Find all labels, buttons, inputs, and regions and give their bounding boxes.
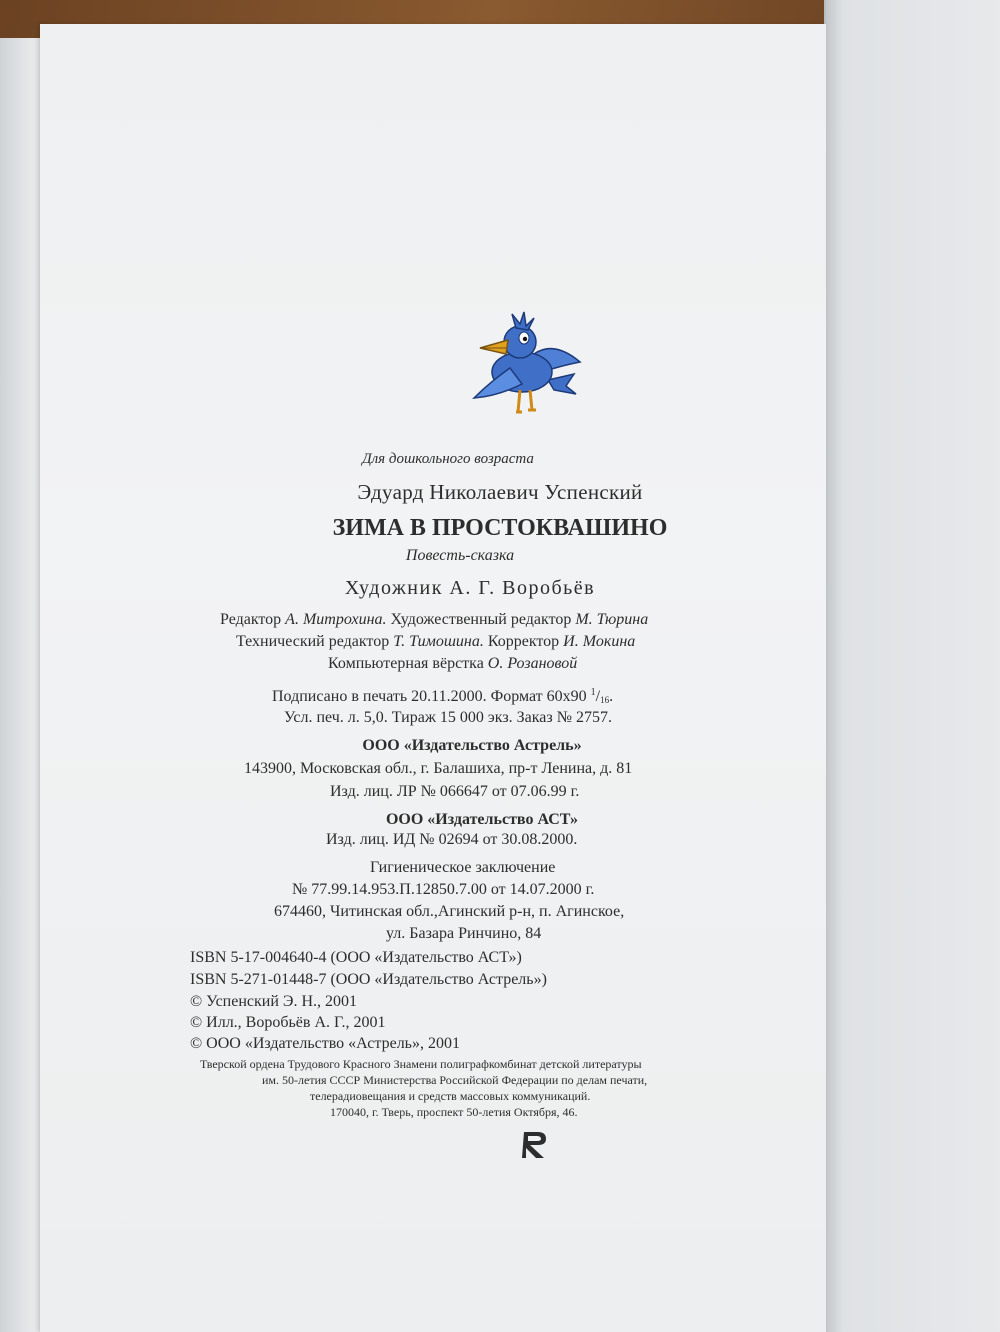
credit-role: Редактор: [220, 611, 286, 628]
age-note: Для дошкольного возраста: [362, 451, 534, 467]
printer-line-3: телерадиовещания и средств массовых коммуникаций.: [310, 1089, 591, 1103]
book-title: ЗИМА В ПРОСТОКВАШИНО: [332, 515, 668, 541]
blue-bird-icon: [470, 310, 582, 422]
isbn-line-2: ISBN 5-271-01448-7 (ООО «Издательство Астрель»): [190, 971, 547, 988]
print-signed-end: .: [609, 688, 614, 705]
publisher-logo-icon: [518, 1128, 552, 1162]
artist-credit: Художник А. Г. Воробьёв: [344, 577, 596, 599]
credit-role: Корректор: [483, 633, 564, 650]
credit-person: И. Мокина: [563, 633, 636, 650]
book-page: [40, 24, 826, 1332]
credits-line-2: [236, 634, 635, 650]
genre-label: Повесть-сказка: [405, 547, 515, 564]
print-sheets: Усл. печ. л. 5,0. Тираж 15 000 экз. Заказ № 2757.: [284, 709, 612, 726]
credit-person: М. Тюрина: [575, 611, 649, 628]
author-name: Эдуард Николаевич Успенский: [357, 480, 643, 504]
printer-line-2: им. 50-летия СССР Министерства Российской Федерации по делам печати,: [262, 1073, 648, 1087]
publisher-ast-license: Изд. лиц. ИД № 02694 от 30.08.2000.: [326, 831, 578, 848]
format-denominator: 16: [600, 695, 610, 705]
print-signed: Подписано в печать 20.11.2000. Формат 60х90 $^1/_{16}$.: [272, 687, 614, 705]
copyright-line-1: © Успенский Э. Н., 2001: [190, 993, 358, 1010]
credit-person: О. Розановой: [487, 655, 578, 672]
print-signed-text: Подписано в печать 20.11.2000. Формат 60х90: [272, 688, 591, 705]
hygiene-title: Гигиеническое заключение: [370, 859, 556, 876]
credit-role: Компьютерная вёрстка: [328, 655, 488, 672]
hygiene-number: № 77.99.14.953.П.12850.7.00 от 14.07.2000 г.: [292, 881, 595, 898]
right-page-edge: [824, 0, 1000, 1332]
publisher-astrel-name: ООО «Издательство Астрель»: [362, 737, 582, 754]
publisher-astrel-address: 143900, Московская обл., г. Балашиха, пр-т Ленина, д. 81: [244, 760, 633, 777]
copyright-line-3: © ООО «Издательство «Астрель», 2001: [190, 1035, 460, 1052]
publisher-ast-name: ООО «Издательство АСТ»: [385, 811, 579, 828]
credits-line-3: [328, 656, 577, 672]
isbn-line-1: ISBN 5-17-004640-4 (ООО «Издательство АСТ»): [190, 949, 522, 966]
credit-role: Художественный редактор: [386, 611, 576, 628]
hygiene-address-2: ул. Базара Ринчино, 84: [386, 925, 542, 942]
credit-role: Технический редактор: [236, 633, 394, 650]
credit-person: Т. Тимошина.: [393, 633, 484, 650]
printer-line-4: 170040, г. Тверь, проспект 50-летия Октября, 46.: [330, 1105, 578, 1119]
copyright-line-2: © Илл., Воробьёв А. Г., 2001: [190, 1014, 386, 1031]
credit-person: А. Митрохина.: [285, 611, 387, 628]
publisher-astrel-license: Изд. лиц. ЛР № 066647 от 07.06.99 г.: [330, 783, 580, 800]
printer-line-1: Тверской ордена Трудового Красного Знамени полиграфкомбинат детской литературы: [200, 1057, 642, 1071]
hygiene-address-1: 674460, Читинская обл.,Агинский р-н, п. Агинское,: [274, 903, 625, 920]
credits-line-1: [220, 612, 648, 628]
format-numerator: 1: [590, 687, 596, 698]
